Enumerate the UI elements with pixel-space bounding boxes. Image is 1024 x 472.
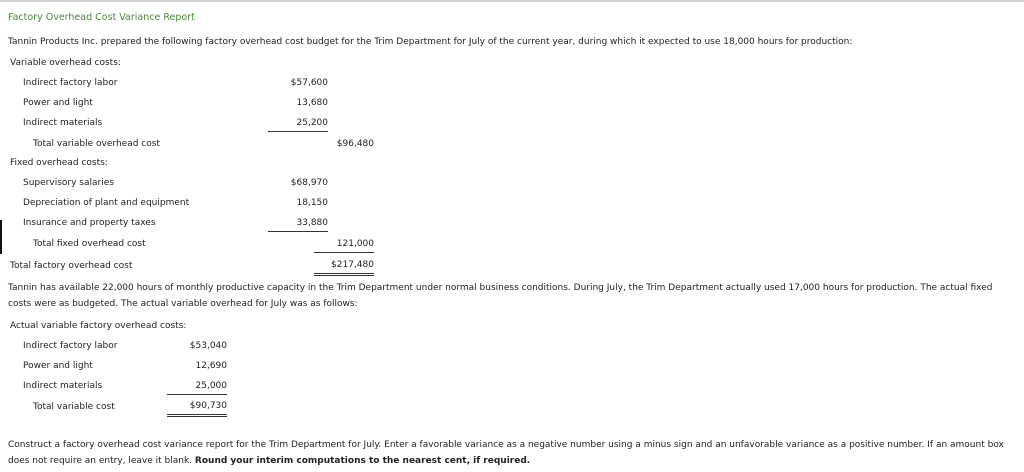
- total-variable-label: Total variable overhead cost: [33, 139, 160, 149]
- variable-heading: Variable overhead costs:: [10, 58, 121, 68]
- fixed-heading: Fixed overhead costs:: [10, 158, 108, 168]
- budget-amount-materials: 25,200: [268, 117, 328, 132]
- budget-label-indirect-labor: Indirect factory labor: [23, 78, 118, 88]
- intro-text: Tannin Products Inc. prepared the following factory overhead cost budget for the Trim Department for July of the current year, during which it expected to use 18,000 hours for production:: [8, 37, 853, 47]
- budget-amount-insurance: 33,880: [268, 217, 328, 232]
- capacity-paragraph: Tannin has available 22,000 hours of monthly productive capacity in the Trim Department under normal business conditions. During July, the Trim Department actually used 17,000 hours for production. The actual fixed costs were as budgeted. The actual variable overhead for July was as follows:: [8, 283, 993, 309]
- total-factory-label: Total factory overhead cost: [10, 261, 133, 271]
- total-fixed-amount: 121,000: [314, 238, 374, 253]
- actual-total-label: Total variable cost: [33, 402, 115, 412]
- left-marker: [0, 220, 2, 254]
- actual-amount-indirect-labor: $53,040: [189, 341, 227, 351]
- actual-label-power: Power and light: [23, 361, 93, 371]
- total-fixed-label: Total fixed overhead cost: [33, 239, 146, 249]
- actual-amount-power: 12,690: [195, 361, 227, 371]
- actual-label-indirect-labor: Indirect factory labor: [23, 341, 118, 351]
- instructions-bold: Round your interim computations to the nearest cent, if required.: [194, 456, 531, 466]
- budget-label-insurance: Insurance and property taxes: [23, 218, 156, 228]
- actual-total-amount: $90,730: [167, 400, 227, 417]
- actual-amount-materials: 25,000: [167, 380, 227, 395]
- actual-label-materials: Indirect materials: [23, 381, 103, 391]
- budget-label-salaries: Supervisory salaries: [23, 178, 114, 188]
- budget-amount-power: 13,680: [296, 98, 328, 108]
- actual-heading: Actual variable factory overhead costs:: [10, 321, 187, 331]
- instructions-body: Construct a factory overhead cost variance report for the Trim Department for July. Enter a favorable variance as a negative number using a minus sign and an unfavorable variance as a positive number. If an amount box does not require an entry, leave it blank.: [8, 440, 1004, 466]
- budget-label-depreciation: Depreciation of plant and equipment: [23, 198, 190, 208]
- report-title: Factory Overhead Cost Variance Report: [8, 12, 195, 23]
- total-variable-amount: $96,480: [336, 139, 374, 149]
- top-divider: [0, 0, 1024, 2]
- budget-amount-depreciation: 18,150: [296, 198, 328, 208]
- budget-amount-indirect-labor: $57,600: [290, 78, 328, 88]
- budget-amount-salaries: $68,970: [290, 178, 328, 188]
- instructions-text: [8, 437, 1013, 469]
- budget-label-power: Power and light: [23, 98, 93, 108]
- budget-label-materials: Indirect materials: [23, 118, 103, 128]
- total-factory-amount: $217,480: [314, 259, 374, 276]
